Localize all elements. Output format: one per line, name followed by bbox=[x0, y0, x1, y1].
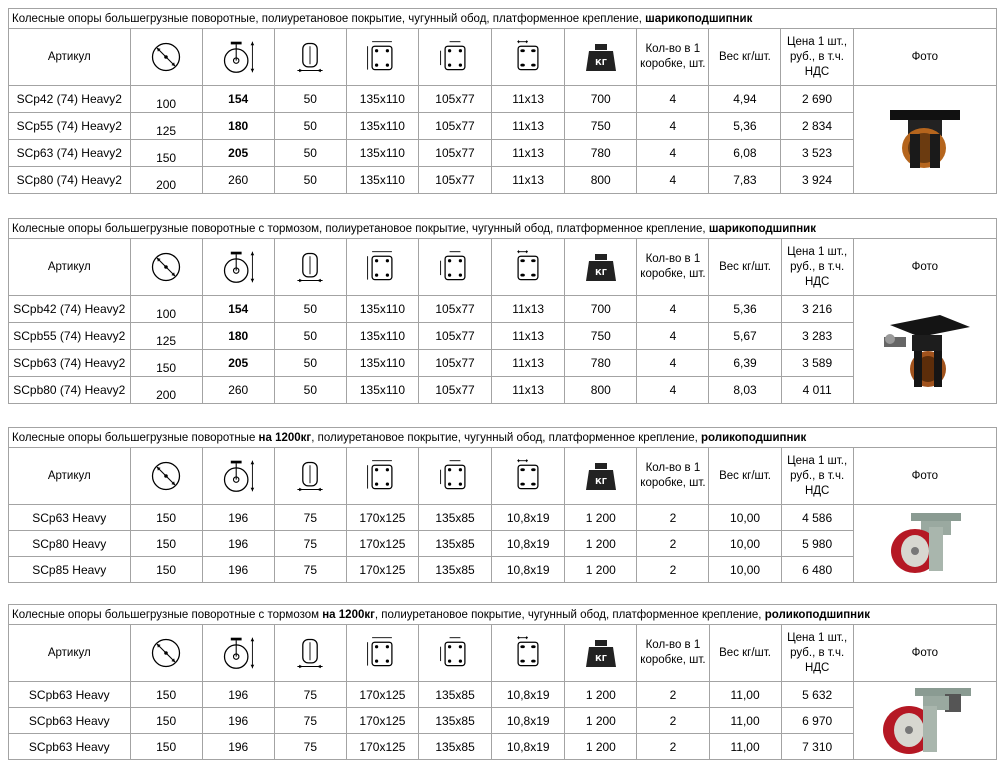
cell-col10: 8,03 bbox=[709, 377, 781, 404]
header-photo: Фото bbox=[853, 29, 996, 86]
table-row bbox=[9, 708, 997, 734]
cell-col6: 105x77 bbox=[418, 86, 491, 113]
load-capacity-icon bbox=[565, 239, 637, 296]
load-capacity-icon bbox=[565, 448, 637, 505]
cell-col5: 135x110 bbox=[346, 296, 418, 323]
title-load: на 1200кг bbox=[322, 608, 375, 621]
cell-col11: 7 310 bbox=[781, 734, 853, 760]
table-row bbox=[9, 323, 997, 350]
table-row bbox=[9, 140, 997, 167]
cell-col10: 10,00 bbox=[709, 557, 781, 583]
cell-col4: 50 bbox=[274, 113, 346, 140]
cell-col6: 105x77 bbox=[418, 323, 491, 350]
cell-col4: 50 bbox=[274, 167, 346, 194]
caster-table-3 bbox=[8, 427, 997, 583]
cell-col1: SCp63 (74) Heavy2 bbox=[9, 140, 131, 167]
table-row bbox=[9, 296, 997, 323]
cell-col5: 135x110 bbox=[346, 140, 418, 167]
cell-col2: 150 bbox=[130, 682, 202, 708]
cell-col5: 170x125 bbox=[346, 682, 418, 708]
title-load: на 1200кг bbox=[258, 431, 312, 444]
cell-col6: 105x77 bbox=[418, 167, 491, 194]
cell-col7: 11x13 bbox=[492, 296, 565, 323]
cell-col3: 205 bbox=[202, 140, 274, 167]
cell-col10: 11,00 bbox=[709, 708, 781, 734]
header-artikul: Артикул bbox=[9, 448, 131, 505]
cell-col8: 1 200 bbox=[565, 708, 637, 734]
cell-col11: 2 834 bbox=[781, 113, 853, 140]
cell-col9: 4 bbox=[637, 377, 709, 404]
cell-col9: 4 bbox=[637, 113, 709, 140]
cell-col2: 150 bbox=[130, 140, 202, 167]
cell-col8: 780 bbox=[565, 350, 637, 377]
product-photo bbox=[853, 296, 996, 404]
bolt-spacing-icon bbox=[418, 448, 491, 505]
cell-col11: 3 924 bbox=[781, 167, 853, 194]
cell-col1: SCpb63 Heavy bbox=[9, 708, 131, 734]
bolt-hole-icon bbox=[492, 625, 565, 682]
plate-size-icon bbox=[346, 29, 418, 86]
cell-col5: 135x110 bbox=[346, 167, 418, 194]
cell-col8: 1 200 bbox=[565, 531, 637, 557]
product-photo bbox=[853, 682, 996, 760]
caster-table-2 bbox=[8, 218, 997, 404]
title-text-2: , полиуретановое покрытие, чугунный обод, платформенное крепление, bbox=[374, 608, 765, 621]
cell-col7: 10,8x19 bbox=[492, 531, 565, 557]
header-price: Цена 1 шт., руб., в т.ч. НДС bbox=[781, 239, 853, 296]
cell-col8: 1 200 bbox=[565, 505, 637, 531]
cell-col2: 150 bbox=[130, 557, 202, 583]
cell-col3: 196 bbox=[202, 708, 274, 734]
wheel-width-icon bbox=[274, 29, 346, 86]
cell-col4: 75 bbox=[274, 708, 346, 734]
section-title bbox=[9, 219, 997, 239]
product-photo bbox=[853, 86, 996, 194]
cell-col5: 135x110 bbox=[346, 377, 418, 404]
cell-col8: 1 200 bbox=[565, 734, 637, 760]
cell-col4: 75 bbox=[274, 557, 346, 583]
bolt-hole-icon bbox=[492, 239, 565, 296]
icon-weight-label: КГ bbox=[594, 477, 607, 486]
cell-col7: 11x13 bbox=[492, 113, 565, 140]
bolt-hole-icon bbox=[492, 29, 565, 86]
header-photo: Фото bbox=[853, 448, 996, 505]
cell-col2: 200 bbox=[130, 167, 202, 194]
table-row bbox=[9, 505, 997, 531]
wheel-diameter-icon bbox=[130, 625, 202, 682]
header-price: Цена 1 шт., руб., в т.ч. НДС bbox=[781, 625, 853, 682]
bolt-spacing-icon bbox=[419, 625, 492, 682]
cell-col9: 4 bbox=[637, 296, 709, 323]
cell-col9: 4 bbox=[637, 167, 709, 194]
cell-col10: 5,67 bbox=[709, 323, 781, 350]
total-height-icon bbox=[202, 448, 274, 505]
cell-col3: 154 bbox=[202, 296, 274, 323]
cell-col4: 50 bbox=[274, 323, 346, 350]
cell-col7: 10,8x19 bbox=[492, 734, 565, 760]
cell-col10: 11,00 bbox=[709, 682, 781, 708]
title-text: Колесные опоры большегрузные поворотные с тормозом bbox=[12, 608, 323, 621]
cell-col3: 196 bbox=[202, 505, 274, 531]
bolt-spacing-icon bbox=[418, 239, 491, 296]
cell-col7: 11x13 bbox=[492, 167, 565, 194]
cell-col4: 50 bbox=[274, 377, 346, 404]
cell-col5: 135x110 bbox=[346, 86, 418, 113]
cell-col2: 125 bbox=[130, 113, 202, 140]
cell-col10: 6,08 bbox=[709, 140, 781, 167]
cell-col2: 150 bbox=[130, 734, 202, 760]
cell-col7: 11x13 bbox=[492, 350, 565, 377]
cell-col8: 800 bbox=[565, 377, 637, 404]
cell-col6: 105x77 bbox=[418, 113, 491, 140]
cell-col7: 11x13 bbox=[492, 140, 565, 167]
cell-col7: 10,8x19 bbox=[492, 505, 565, 531]
cell-col4: 50 bbox=[274, 86, 346, 113]
load-capacity-icon bbox=[565, 625, 637, 682]
cell-col6: 135x85 bbox=[418, 531, 491, 557]
cell-col3: 196 bbox=[202, 531, 274, 557]
cell-col6: 135x85 bbox=[418, 505, 491, 531]
cell-col6: 135x85 bbox=[418, 557, 491, 583]
cell-col7: 10,8x19 bbox=[492, 557, 565, 583]
title-bearing: шарикоподшипник bbox=[645, 12, 753, 25]
cell-col3: 154 bbox=[202, 86, 274, 113]
cell-col3: 260 bbox=[202, 377, 274, 404]
cell-col10: 11,00 bbox=[709, 734, 781, 760]
cell-col8: 1 200 bbox=[565, 682, 637, 708]
section-title bbox=[9, 428, 997, 448]
cell-col11: 2 690 bbox=[781, 86, 853, 113]
cell-col8: 700 bbox=[565, 296, 637, 323]
product-photo bbox=[853, 505, 996, 583]
cell-col9: 4 bbox=[637, 323, 709, 350]
cell-col2: 100 bbox=[130, 296, 202, 323]
cell-col2: 100 bbox=[130, 86, 202, 113]
cell-col1: SCpb80 (74) Heavy2 bbox=[9, 377, 131, 404]
section-title bbox=[9, 9, 997, 29]
icon-weight-label: КГ bbox=[594, 58, 607, 67]
cell-col11: 3 216 bbox=[781, 296, 853, 323]
cell-col10: 6,39 bbox=[709, 350, 781, 377]
cell-col5: 135x110 bbox=[346, 113, 418, 140]
cell-col1: SCp63 Heavy bbox=[9, 505, 131, 531]
title-text: Колесные опоры большегрузные поворотные, полиуретановое покрытие, чугунный обод, платформенное крепление, bbox=[12, 12, 646, 25]
cell-col11: 5 980 bbox=[781, 531, 853, 557]
cell-col11: 6 480 bbox=[781, 557, 853, 583]
cell-col11: 4 011 bbox=[781, 377, 853, 404]
header-weight: Вес кг/шт. bbox=[709, 29, 781, 86]
cell-col4: 50 bbox=[274, 296, 346, 323]
total-height-icon bbox=[202, 29, 274, 86]
total-height-icon bbox=[202, 239, 274, 296]
cell-col6: 135x85 bbox=[419, 708, 492, 734]
total-height-icon bbox=[202, 625, 274, 682]
cell-col11: 3 523 bbox=[781, 140, 853, 167]
wheel-diameter-icon bbox=[130, 239, 202, 296]
wheel-diameter-icon bbox=[130, 29, 202, 86]
cell-col4: 50 bbox=[274, 140, 346, 167]
cell-col1: SCp85 Heavy bbox=[9, 557, 131, 583]
cell-col11: 4 586 bbox=[781, 505, 853, 531]
cell-col1: SCpb63 Heavy bbox=[9, 682, 131, 708]
cell-col1: SCpb42 (74) Heavy2 bbox=[9, 296, 131, 323]
cell-col9: 2 bbox=[637, 531, 709, 557]
cell-col2: 150 bbox=[130, 350, 202, 377]
cell-col7: 11x13 bbox=[492, 86, 565, 113]
table-row bbox=[9, 167, 997, 194]
wheel-width-icon bbox=[274, 239, 346, 296]
table-row bbox=[9, 531, 997, 557]
cell-col8: 700 bbox=[565, 86, 637, 113]
section-title bbox=[9, 605, 997, 625]
cell-col9: 4 bbox=[637, 140, 709, 167]
cell-col3: 196 bbox=[202, 557, 274, 583]
plate-size-icon bbox=[346, 625, 418, 682]
cell-col9: 4 bbox=[637, 350, 709, 377]
cell-col9: 2 bbox=[637, 682, 709, 708]
title-bearing: роликоподшипник bbox=[701, 431, 807, 444]
cell-col7: 10,8x19 bbox=[492, 682, 565, 708]
cell-col1: SCpb63 Heavy bbox=[9, 734, 131, 760]
cell-col6: 135x85 bbox=[419, 682, 492, 708]
cell-col5: 170x125 bbox=[346, 557, 418, 583]
icon-weight-label: КГ bbox=[595, 654, 607, 663]
cell-col10: 7,83 bbox=[709, 167, 781, 194]
cell-col4: 50 bbox=[274, 350, 346, 377]
cell-col8: 750 bbox=[565, 113, 637, 140]
cell-col4: 75 bbox=[274, 734, 346, 760]
cell-col4: 75 bbox=[274, 531, 346, 557]
cell-col4: 75 bbox=[274, 505, 346, 531]
plate-size-icon bbox=[346, 239, 418, 296]
wheel-width-icon bbox=[274, 625, 346, 682]
wheel-diameter-icon bbox=[130, 448, 202, 505]
cell-col5: 170x125 bbox=[346, 531, 418, 557]
cell-col4: 75 bbox=[274, 682, 346, 708]
title-text: Колесные опоры большегрузные поворотные с тормозом, полиуретановое покрытие, чугунный обод, платформенное крепление, bbox=[12, 222, 709, 235]
cell-col5: 170x125 bbox=[346, 505, 418, 531]
cell-col11: 3 283 bbox=[781, 323, 853, 350]
table-row bbox=[9, 682, 997, 708]
icon-weight-label: КГ bbox=[594, 268, 607, 277]
cell-col9: 2 bbox=[637, 734, 709, 760]
caster-table-1 bbox=[8, 8, 997, 194]
header-artikul: Артикул bbox=[9, 29, 131, 86]
table-row bbox=[9, 350, 997, 377]
caster-table-4 bbox=[8, 604, 997, 760]
header-photo: Фото bbox=[853, 239, 996, 296]
cell-col7: 10,8x19 bbox=[492, 708, 565, 734]
cell-col8: 1 200 bbox=[565, 557, 637, 583]
cell-col9: 2 bbox=[637, 505, 709, 531]
cell-col11: 6 970 bbox=[781, 708, 853, 734]
cell-col10: 4,94 bbox=[709, 86, 781, 113]
table-row bbox=[9, 557, 997, 583]
cell-col2: 125 bbox=[130, 323, 202, 350]
cell-col10: 5,36 bbox=[709, 296, 781, 323]
cell-col2: 150 bbox=[130, 531, 202, 557]
cell-col2: 200 bbox=[130, 377, 202, 404]
header-weight: Вес кг/шт. bbox=[709, 239, 781, 296]
cell-col10: 10,00 bbox=[709, 531, 781, 557]
cell-col1: SCp80 (74) Heavy2 bbox=[9, 167, 131, 194]
cell-col9: 2 bbox=[637, 557, 709, 583]
cell-col6: 135x85 bbox=[419, 734, 492, 760]
cell-col3: 205 bbox=[202, 350, 274, 377]
cell-col10: 5,36 bbox=[709, 113, 781, 140]
cell-col1: SCpb63 (74) Heavy2 bbox=[9, 350, 131, 377]
cell-col5: 170x125 bbox=[346, 734, 418, 760]
header-weight: Вес кг/шт. bbox=[709, 625, 781, 682]
cell-col8: 800 bbox=[565, 167, 637, 194]
header-photo: Фото bbox=[853, 625, 996, 682]
cell-col7: 11x13 bbox=[492, 377, 565, 404]
cell-col8: 780 bbox=[565, 140, 637, 167]
header-artikul: Артикул bbox=[9, 239, 131, 296]
header-price: Цена 1 шт., руб., в т.ч. НДС bbox=[781, 448, 853, 505]
cell-col3: 196 bbox=[202, 682, 274, 708]
cell-col1: SCp80 Heavy bbox=[9, 531, 131, 557]
header-weight: Вес кг/шт. bbox=[709, 448, 781, 505]
cell-col3: 180 bbox=[202, 113, 274, 140]
cell-col5: 135x110 bbox=[346, 323, 418, 350]
cell-col11: 3 589 bbox=[781, 350, 853, 377]
plate-size-icon bbox=[346, 448, 418, 505]
load-capacity-icon bbox=[565, 29, 637, 86]
table-row bbox=[9, 377, 997, 404]
table-row bbox=[9, 734, 997, 760]
cell-col9: 2 bbox=[637, 708, 709, 734]
cell-col10: 10,00 bbox=[709, 505, 781, 531]
header-qty: Кол-во в 1 коробке, шт. bbox=[637, 625, 709, 682]
cell-col6: 105x77 bbox=[418, 296, 491, 323]
wheel-width-icon bbox=[274, 448, 346, 505]
cell-col5: 135x110 bbox=[346, 350, 418, 377]
title-text: Колесные опоры большегрузные поворотные bbox=[12, 431, 259, 444]
header-qty: Кол-во в 1 коробке, шт. bbox=[637, 448, 709, 505]
cell-col11: 5 632 bbox=[781, 682, 853, 708]
title-bearing: шарикоподшипник bbox=[708, 222, 817, 235]
header-artikul: Артикул bbox=[9, 625, 131, 682]
cell-col9: 4 bbox=[637, 86, 709, 113]
header-qty: Кол-во в 1 коробке, шт. bbox=[637, 239, 709, 296]
cell-col3: 196 bbox=[202, 734, 274, 760]
cell-col1: SCp55 (74) Heavy2 bbox=[9, 113, 131, 140]
bolt-spacing-icon bbox=[418, 29, 491, 86]
table-row bbox=[9, 113, 997, 140]
cell-col3: 180 bbox=[202, 323, 274, 350]
table-row bbox=[9, 86, 997, 113]
cell-col2: 150 bbox=[130, 708, 202, 734]
cell-col5: 170x125 bbox=[346, 708, 418, 734]
header-price: Цена 1 шт., руб., в т.ч. НДС bbox=[781, 29, 853, 86]
cell-col7: 11x13 bbox=[492, 323, 565, 350]
bolt-hole-icon bbox=[492, 448, 565, 505]
cell-col1: SCpb55 (74) Heavy2 bbox=[9, 323, 131, 350]
cell-col3: 260 bbox=[202, 167, 274, 194]
cell-col6: 105x77 bbox=[418, 140, 491, 167]
header-qty: Кол-во в 1 коробке, шт. bbox=[637, 29, 709, 86]
cell-col1: SCp42 (74) Heavy2 bbox=[9, 86, 131, 113]
title-bearing: роликоподшипник bbox=[764, 608, 870, 621]
cell-col6: 105x77 bbox=[418, 377, 491, 404]
title-text-2: , полиуретановое покрытие, чугунный обод, платформенное крепление, bbox=[311, 431, 701, 444]
cell-col2: 150 bbox=[130, 505, 202, 531]
cell-col6: 105x77 bbox=[418, 350, 491, 377]
cell-col8: 750 bbox=[565, 323, 637, 350]
